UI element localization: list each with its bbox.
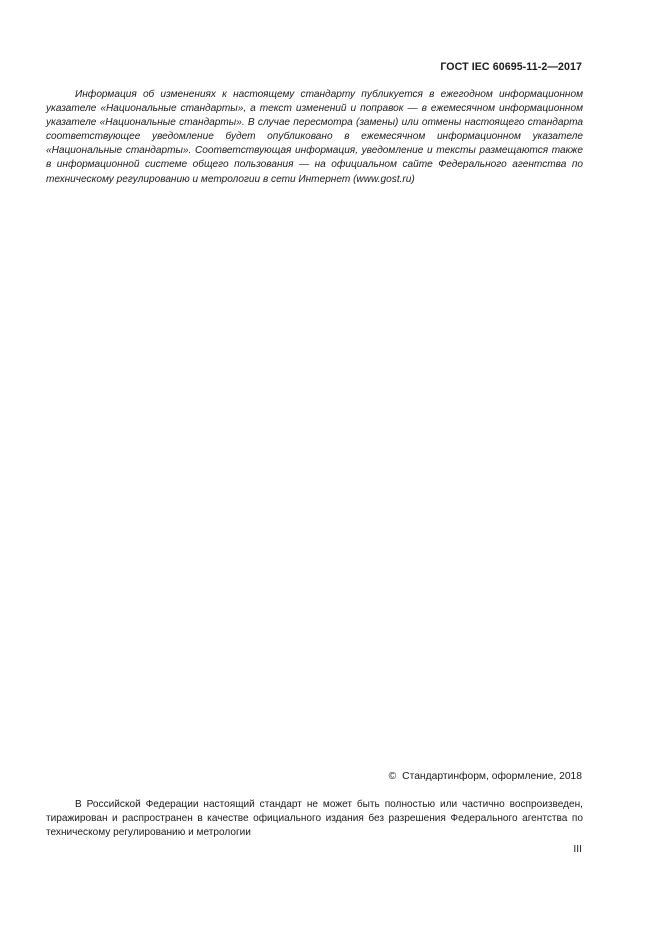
copyright-text: Стандартинформ, оформление, 2018 [402,771,582,782]
copyright-icon: © [388,771,397,782]
page-number: III [573,844,582,855]
standard-change-notice: Информация об изменениях к настоящему стандарту публикуется в ежегодном информационном указателе «Национальные стандарты», а текст изменений и поправок — в ежемесячном информационном указателе «Национальные стандарты». В случае пересмотра (замены) или отмены настоящего стандарта соответствующее уведомление будет опубликовано в ежемесячном информационном указателе «Национальные стандарты». Соответствующая информация, уведомление и тексты размещаются также в информационной системе общего пользования — на официальном сайте Федерального агентства по техническому регулированию и метрологии в сети Интернет (www.gost.ru) [46,89,583,185]
copyright-line [389,771,582,782]
document-code-header: ГОСТ IEC 60695-11-2—2017 [440,61,582,73]
reproduction-rights-notice: В Российской Федерации настоящий стандарт не может быть полностью или частично воспроизведен, тиражирован и распространен в качестве официального издания без разрешения Федерального агентства по техническому регулированию и метрологии [46,799,583,839]
